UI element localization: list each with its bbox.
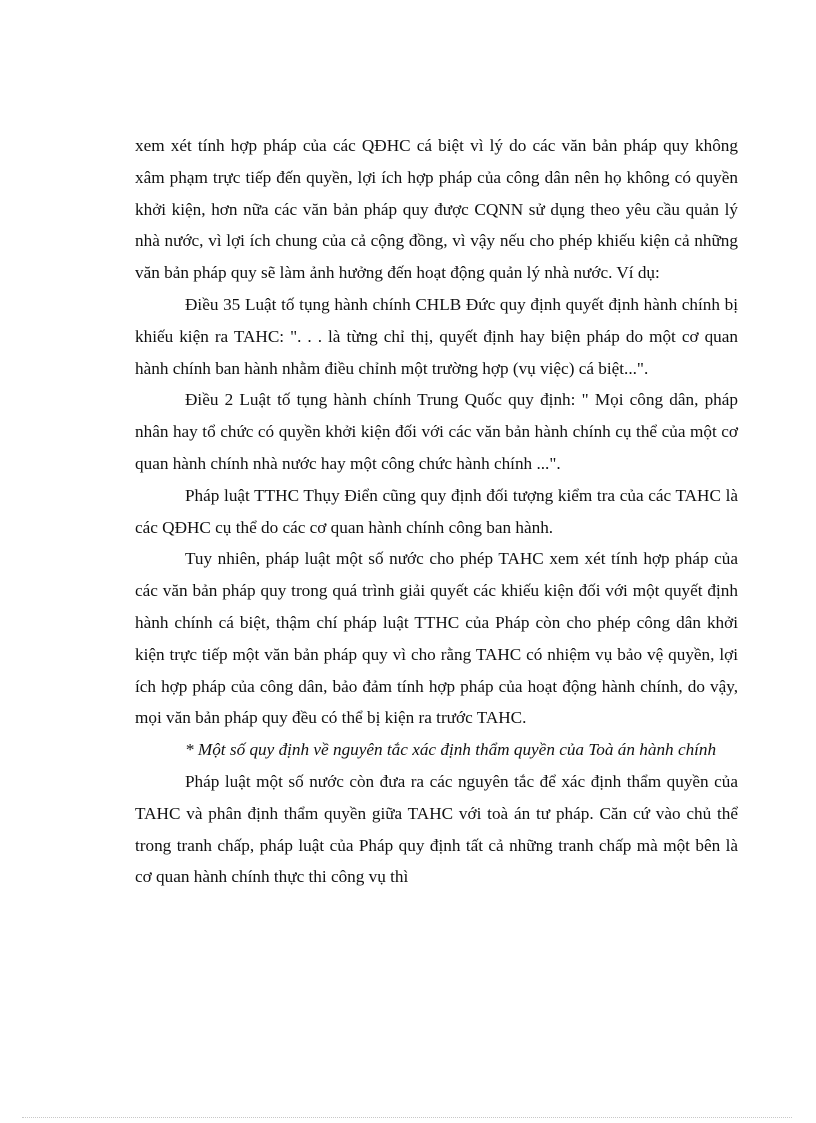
- paragraph-france-review: Tuy nhiên, pháp luật một số nước cho phép TAHC xem xét tính hợp pháp của các văn bản pháp quy trong quá trình giải quyết các khiếu kiện đối với một quyết định hành chính cá biệt, thậm chí pháp luật TTHC của Pháp còn cho phép công dân khởi kiện trực tiếp một văn bản pháp quy vì cho rằng TAHC có nhiệm vụ bảo vệ quyền, lợi ích hợp pháp của công dân, bảo đảm tính hợp pháp của hoạt động hành chính, do vậy, mọi văn bản pháp quy đều có thể bị kiện ra trước TAHC.: [135, 549, 738, 728]
- document-body: [135, 130, 738, 893]
- page-bottom-divider: [22, 1117, 792, 1118]
- section-heading: * Một số quy định về nguyên tắc xác định thẩm quyền của Toà án hành chính: [185, 740, 717, 760]
- paragraph-continuation: xem xét tính hợp pháp của các QĐHC cá biệt vì lý do các văn bản pháp quy không xâm phạm trực tiếp đến quyền, lợi ích hợp pháp của công dân nên họ không có quyền khởi kiện, hơn nữa các văn bản pháp quy được CQNN sử dụng theo yêu cầu quản lý nhà nước, vì lợi ích chung của cả cộng đồng, vì vậy nếu cho phép khiếu kiện cả những văn bản pháp quy sẽ làm ảnh hưởng đến hoạt động quản lý nhà nước. Ví dụ:: [135, 136, 738, 283]
- paragraph-china-example: Điều 2 Luật tố tụng hành chính Trung Quốc quy định: " Mọi công dân, pháp nhân hay tổ chức có quyền khởi kiện đối với các văn bản hành chính cụ thể của một cơ quan hành chính nhà nước hay một công chức hành chính ...".: [135, 390, 738, 473]
- paragraph-sweden-example: Pháp luật TTHC Thụy Điển cũng quy định đối tượng kiểm tra của các TAHC là các QĐHC cụ thể do các cơ quan hành chính công ban hành.: [135, 485, 738, 537]
- paragraph-germany-example: Điều 35 Luật tố tụng hành chính CHLB Đức quy định quyết định hành chính bị khiếu kiện ra TAHC: ". . . là từng chỉ thị, quyết định hay biện pháp do một cơ quan hành chính ban hành nhằm điều chỉnh một trường hợp (vụ việc) cá biệt...".: [135, 294, 738, 378]
- paragraph-jurisdiction-principles: Pháp luật một số nước còn đưa ra các nguyên tắc để xác định thẩm quyền của TAHC và phân định thẩm quyền giữa TAHC với toà án tư pháp. Căn cứ vào chủ thể trong tranh chấp, pháp luật của Pháp quy định tất cả những tranh chấp mà một bên là cơ quan hành chính thực thi công vụ thì: [135, 771, 738, 887]
